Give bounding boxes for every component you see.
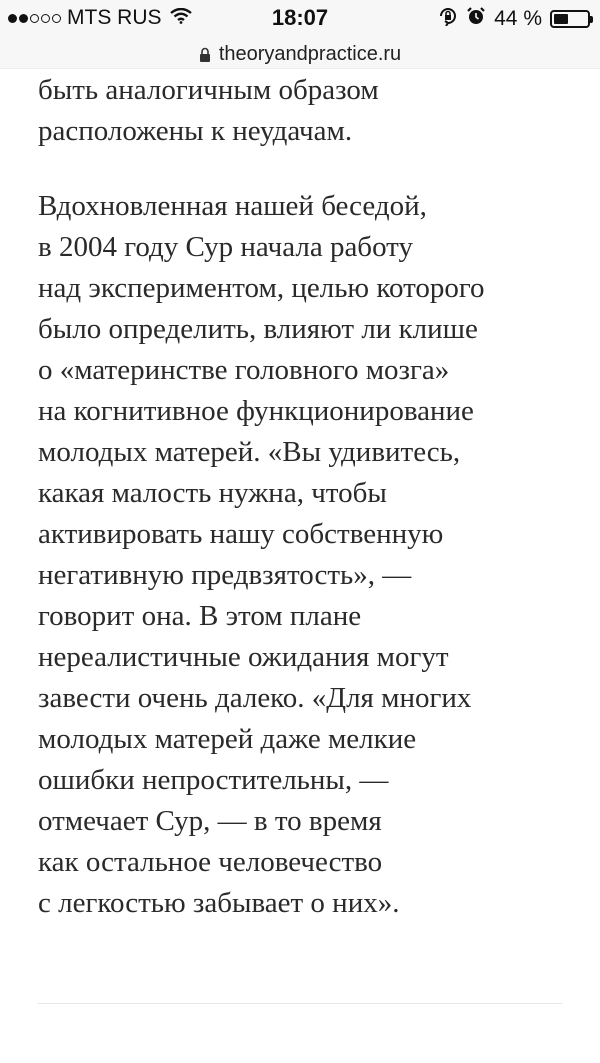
article-line: завести очень далеко. «Для многих	[38, 682, 472, 714]
article-line: на когнитивное функционирование	[38, 395, 474, 427]
article-line: молодых матерей. «Вы удивитесь,	[38, 436, 461, 468]
article-line: молодых матерей даже мелкие	[38, 723, 417, 755]
article-paragraph-1	[38, 70, 578, 152]
battery-icon	[550, 10, 590, 28]
article-line: негативную предвзятость», —	[38, 559, 412, 591]
article-line: как остальное человечество	[38, 846, 383, 878]
article-line: ошибки непростительны, —	[38, 764, 389, 796]
status-right-group	[438, 6, 590, 32]
clock: 18:07	[271, 5, 329, 30]
carrier-name: MTS RUS	[67, 6, 162, 29]
alarm-icon	[466, 6, 486, 32]
article-line: говорит она. В этом плане	[38, 600, 362, 632]
article-line: активировать нашу собственную	[38, 518, 444, 550]
battery-percent: 44 %	[494, 7, 542, 30]
section-divider	[38, 1003, 562, 1004]
article-line: о «материнстве головного мозга»	[38, 354, 450, 386]
battery-level	[554, 14, 568, 24]
article-line: нереалистичные ожидания могут	[38, 641, 449, 673]
article-line: какая малость нужна, чтобы	[38, 477, 387, 509]
article-line: в 2004 году Сур начала работу	[38, 231, 413, 263]
article-line: с легкостью забывает о них».	[38, 887, 400, 919]
status-bar	[0, 0, 600, 40]
lock-icon	[199, 46, 211, 62]
article-line: Вдохновленная нашей беседой,	[38, 190, 427, 222]
article-line: отмечает Сур, — в то время	[38, 805, 382, 837]
article-paragraph-2	[38, 186, 578, 924]
article-line: над экспериментом, целью которого	[38, 272, 485, 304]
article-line: быть аналогичным образом	[38, 74, 379, 106]
article-line: было определить, влияют ли клише	[38, 313, 478, 345]
article-body	[38, 70, 578, 924]
article-line: расположены к неудачам.	[38, 115, 353, 147]
orientation-lock-icon	[438, 6, 458, 32]
url-domain[interactable]: theoryandpractice.ru	[218, 42, 402, 65]
address-bar[interactable]	[0, 40, 600, 69]
